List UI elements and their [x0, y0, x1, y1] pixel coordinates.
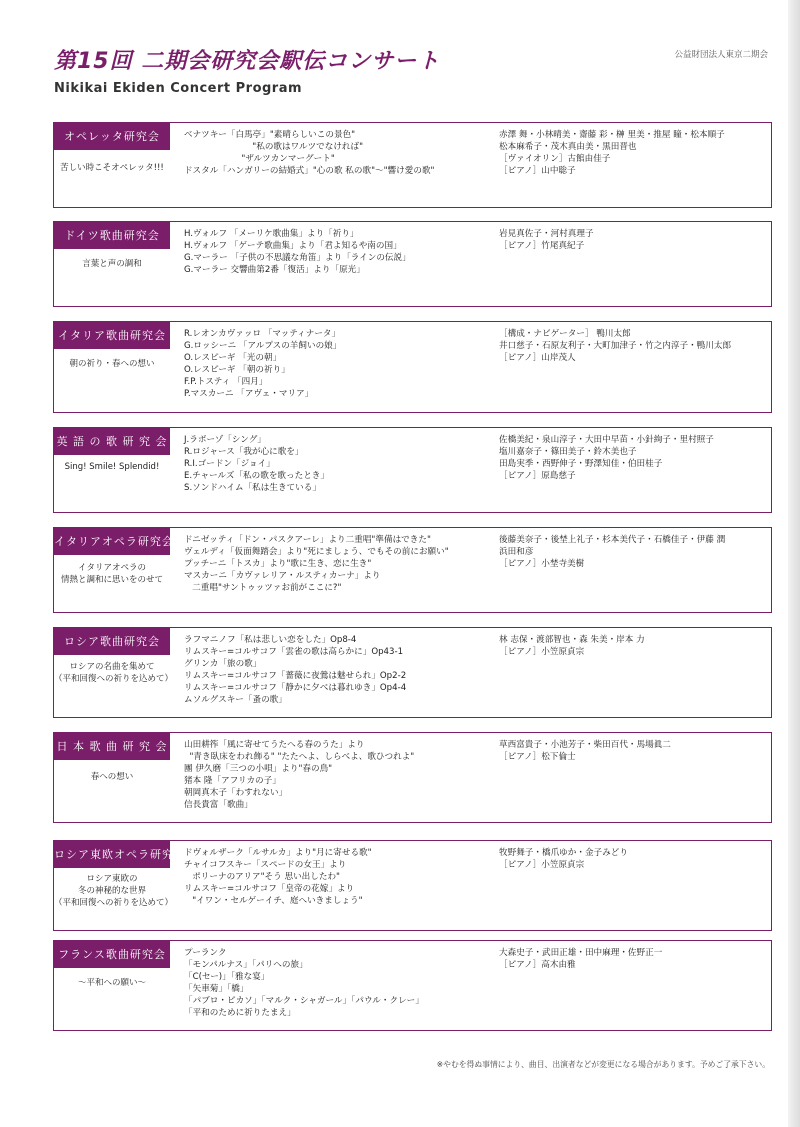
program-item: G.マーラー 「子供の不思議な角笛」より「ラインの伝説」 [184, 253, 411, 264]
program-item: F.P.トスティ 「四月」 [184, 377, 268, 388]
section-label: イタリア歌曲研究会 [54, 322, 170, 349]
program-list [184, 634, 494, 707]
section-label: 英 語 の 歌 研 究 会 [54, 428, 170, 455]
program-list [184, 739, 494, 812]
performer-item: ［ピアノ］松下倫士 [499, 752, 576, 763]
performer-item: ［ピアノ］山中聡子 [499, 166, 576, 177]
section-block [53, 732, 772, 823]
performer-item: ［ピアノ］竹尾真紀子 [499, 241, 585, 252]
performer-list [499, 129, 767, 177]
section-label: ロシア東欧オペラ研究会 [54, 841, 170, 868]
program-item: 團 伊久磨「三つの小唄」より"春の鳥" [184, 764, 333, 775]
performer-item: 浜田和彦 [499, 547, 534, 558]
section-theme: 苦しい時こそオペレッタ!!! [60, 163, 164, 173]
program-item: ムソルグスキー「蚤の歌」 [184, 695, 287, 706]
program-item: 「平和のために祈りたまえ」 [184, 1008, 296, 1019]
section-label: 日 本 歌 曲 研 究 会 [54, 733, 170, 760]
section-theme: イタリアオペラの 情熱と調和に思いをのせて [60, 563, 163, 585]
program-item: S.ソンドハイム「私は生きている」 [184, 483, 321, 494]
section-block [53, 940, 772, 1031]
program-item: "ザルツカンマーグート" [184, 154, 335, 165]
program-item: リムスキー=コルサコフ「雲雀の歌は高らかに」Op43-1 [184, 647, 404, 658]
program-item: R.ロジャース「我が心に歌を」 [184, 447, 304, 458]
section-theme: ロシア東欧の 冬の神秘的な世界 （平和回復への祈りを込めて） [54, 874, 174, 908]
performer-item: 草西富貴子・小池芳子・柴田百代・馬場眞二 [499, 740, 671, 750]
section-theme: 春への想い [90, 772, 134, 782]
page-edge [788, 0, 800, 1127]
performer-item: ［ピアノ］原島慈子 [499, 471, 576, 482]
performer-item: 田島実季・西野伸子・野澤知佳・伯田桂子 [499, 459, 663, 470]
section-label: ドイツ歌曲研究会 [54, 222, 170, 249]
performer-list [499, 847, 767, 871]
section-theme: 言葉と声の調和 [82, 259, 142, 269]
section-block [53, 627, 772, 718]
program-item: R.レオンカヴァッロ 「マッティナータ」 [184, 329, 341, 339]
performer-list [499, 739, 767, 763]
program-list [184, 228, 494, 276]
performer-list [499, 228, 767, 252]
program-item: 猪本 隆「アフリカの子」 [184, 776, 281, 787]
performer-item: ［ピアノ］小笠原貞宗 [499, 860, 585, 871]
section-block [53, 221, 772, 307]
program-item: ラフマニノフ「私は悲しい恋をした」Op8-4 [184, 635, 357, 645]
program-item: "私の歌はワルツでなければ" [184, 142, 364, 153]
performer-item: ［ピアノ］小埜寺美樹 [499, 559, 585, 570]
program-item: G.マーラー 交響曲第2番「復活」より「原光」 [184, 265, 365, 276]
program-item: ポリーナのアリア"そう 思い出したわ" [184, 872, 340, 883]
performer-item: 井口慈子・石原友利子・大町加津子・竹之内淳子・鴨川太郎 [499, 341, 732, 352]
program-item: ドスタル「ハンガリーの結婚式」"心の歌 私の歌"～"響け愛の歌" [184, 166, 435, 177]
section-label: ロシア歌曲研究会 [54, 628, 170, 655]
performer-item: 大森史子・武田正雄・田中麻理・佐野正一 [499, 948, 663, 958]
section-block [53, 427, 772, 513]
program-item: O.レスピーギ 「朝の祈り」 [184, 365, 290, 376]
program-item: チャイコフスキー「スペードの女王」より [184, 860, 347, 871]
section-theme: 朝の祈り・春への想い [69, 359, 155, 369]
footer-note: ※やむを得ぬ事情により、曲目、出演者などが変更になる場合があります。予めご了承下さい。 [436, 1060, 770, 1069]
program-item: 信長貴富「歌曲」 [184, 800, 253, 811]
program-item: P.マスカーニ 「アヴェ・マリア」 [184, 389, 314, 400]
section-theme: Sing! Smile! Splendid! [64, 462, 160, 472]
performer-item: ［ピアノ］山岸茂人 [499, 353, 576, 364]
program-item: G.ロッシーニ 「アルプスの羊飼いの娘」 [184, 341, 342, 352]
performer-item: ［ピアノ］高木由雅 [499, 960, 576, 971]
program-item: 「C(セー)」「雅な宴」 [184, 972, 270, 983]
program-item: O.レスピーギ 「光の朝」 [184, 353, 282, 364]
program-item: "イワン・セルゲーイチ、庭へいきましょう" [184, 896, 363, 907]
section-block [53, 321, 772, 413]
program-item: プッチーニ「トスカ」より"歌に生き、恋に生き" [184, 559, 372, 570]
section-block [53, 840, 772, 931]
page-title: 第15回 二期会研究会駅伝コンサート [54, 49, 441, 74]
program-item: リムスキー=コルサコフ「静かに夕べは暮れゆき」Op4-4 [184, 683, 407, 694]
program-item: E.チャールズ「私の歌を歌ったとき」 [184, 471, 329, 482]
performer-item: ［ヴァイオリン］古館由佳子 [499, 154, 611, 165]
program-list [184, 129, 494, 177]
section-label: オペレッタ研究会 [54, 123, 170, 150]
section-block [53, 122, 772, 208]
section-label: イタリアオペラ研究会 [54, 528, 170, 555]
organization-name: 公益財団法人東京二期会 [674, 50, 768, 60]
program-item: H.ヴォルフ 「メーリケ歌曲集」より「祈り」 [184, 229, 359, 239]
program-item: プーランク [184, 948, 227, 958]
section-theme: ロシアの名曲を集めて （平和回復への祈りを込めて） [54, 662, 174, 684]
section-label: フランス歌曲研究会 [54, 941, 170, 968]
program-item: J.ラボーゾ「シング」 [184, 435, 266, 445]
program-item: ドニゼッティ「ドン・パスクアーレ」より二重唱"準備はできた" [184, 535, 431, 545]
performer-item: 佐橋美紀・泉山淳子・大田中早苗・小針絢子・里村照子 [499, 435, 714, 445]
program-item: ヴェルディ「仮面舞踏会」より"死にましょう、でもその前にお願い" [184, 547, 449, 558]
program-item: グリンカ「旅の歌」 [184, 659, 262, 670]
program-item: 「パブロ・ピカソ」「マルク・シャガール」「パウル・クレー」 [184, 996, 424, 1007]
performer-item: 林 志保・渡部智也・森 朱美・岸本 力 [499, 635, 645, 645]
program-item: リムスキー=コルサコフ「皇帝の花嫁」より [184, 884, 355, 895]
performer-item: 塩川嘉奈子・篠田美子・鈴木美也子 [499, 447, 637, 458]
program-item: 二重唱"サントゥッツァお前がここに?" [184, 583, 342, 594]
performer-item: ［構成・ナビゲーター］ 鴨川太郎 [499, 329, 631, 339]
program-item: ベナツキー「白馬亭」"素晴らしいこの景色" [184, 130, 356, 140]
performer-item: 松本麻希子・茂木真由美・黒田晋也 [499, 142, 637, 153]
performer-list [499, 947, 767, 971]
performer-item: 後藤美奈子・後埜上礼子・杉本美代子・石橋佳子・伊藤 潤 [499, 535, 726, 545]
program-item: 山田耕筰「風に寄せてうたへる春のうた」より [184, 740, 365, 750]
performer-item: 牧野舞子・橋爪ゆか・金子みどり [499, 848, 628, 858]
program-item: ドヴォルザーク「ルサルカ」より"月に寄せる歌" [184, 848, 372, 858]
performer-list [499, 634, 767, 658]
performer-list [499, 328, 767, 364]
performer-item: ［ピアノ］小笠原貞宗 [499, 647, 585, 658]
program-list [184, 328, 494, 401]
program-item: "青き臥床をわれ飾る" "たたへよ、しらべよ、歌ひつれよ" [184, 752, 415, 763]
performer-list [499, 534, 767, 570]
program-item: 「矢車菊」「橋」 [184, 984, 249, 995]
program-item: マスカーニ「カヴァレリア・ルスティカーナ」より [184, 571, 381, 582]
program-item: H.ヴォルフ 「ゲーテ歌曲集」より「君よ知るや南の国」 [184, 241, 402, 252]
program-list [184, 434, 494, 494]
program-item: R.I.ゴードン「ジョイ」 [184, 459, 275, 470]
program-item: リムスキー=コルサコフ「薔薇に夜鶯は魅せられ」Op2-2 [184, 671, 407, 682]
performer-item: 岩見真佐子・河村真理子 [499, 229, 594, 239]
program-item: 朝岡真木子「わすれない」 [184, 788, 288, 799]
program-item: 「モンパルナス」「パリへの旅」 [184, 960, 308, 971]
program-list [184, 947, 494, 1020]
program-list [184, 847, 494, 907]
page-subtitle: Nikikai Ekiden Concert Program [54, 81, 303, 96]
performer-item: 赤澤 舞・小林晴美・齋藤 彩・榊 里美・推屋 瞳・松本順子 [499, 130, 725, 140]
section-block [53, 527, 772, 613]
section-theme: ～平和への願い～ [77, 978, 146, 988]
performer-list [499, 434, 767, 482]
program-list [184, 534, 494, 594]
